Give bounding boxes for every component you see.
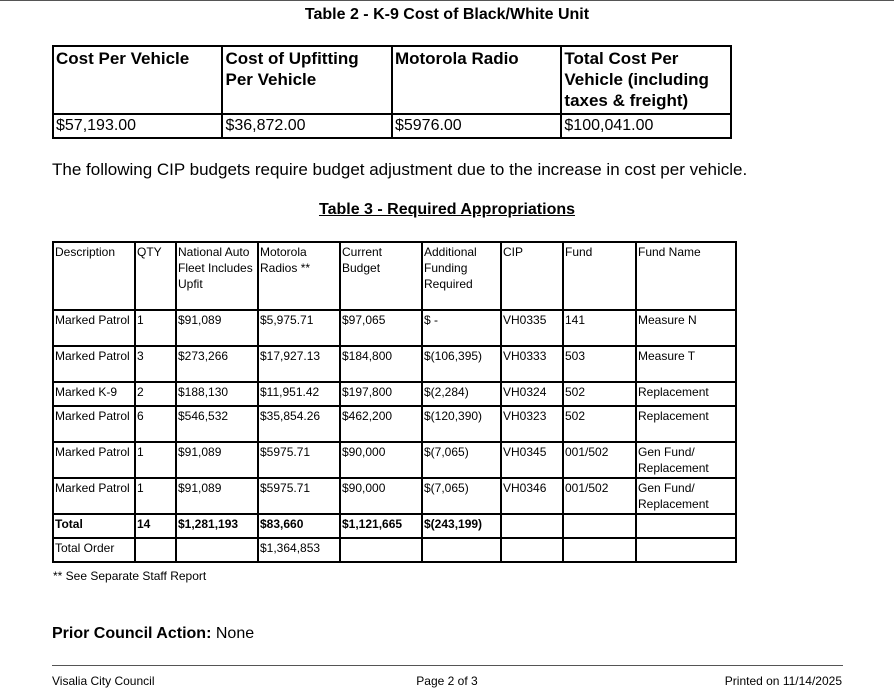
table2-value-cell: $5976.00 [392,114,561,138]
table2-header-cell: Motorola Radio [392,46,561,114]
table3-total-order-row-cell [135,538,176,562]
table3-row-cell: Measure T [636,346,736,382]
prior-council-action [52,625,254,643]
footer-page-number: Page 2 of 3 [416,674,478,688]
table3-row-cell: VH0323 [501,406,563,442]
table3-row-cell: $(120,390) [422,406,501,442]
table2-title: Table 2 - K-9 Cost of Black/White Unit [304,6,590,23]
table3-row-cell: $462,200 [340,406,422,442]
table3-header-row-cell: QTY [135,242,176,310]
table3-row-cell: Measure N [636,310,736,346]
table3-total-order-row-cell: Total Order [53,538,135,562]
table3-row [53,478,736,514]
table2-header-cell: Cost of Upfitting Per Vehicle [222,46,391,114]
table3-total-order-row-cell [636,538,736,562]
footer-left: Visalia City Council [52,674,155,688]
table2 [52,45,732,139]
table3-row-cell: 2 [135,382,176,406]
table3-row-cell: Marked K-9 [53,382,135,406]
table3-row-cell: $91,089 [176,310,258,346]
table3-row-cell: Gen Fund/ Replacement [636,478,736,514]
table3-row-cell: 1 [135,442,176,478]
table3-row-cell: $ - [422,310,501,346]
table3-row-cell: $197,800 [340,382,422,406]
table3-row-cell: $90,000 [340,442,422,478]
table3-row [53,442,736,478]
table3-row-cell: Marked Patrol [53,478,135,514]
table3-total-row-cell: Total [53,514,135,538]
table3-total-row-cell: $1,121,665 [340,514,422,538]
table3-row-cell: 1 [135,310,176,346]
table3-header-row-cell: Fund Name [636,242,736,310]
footer-rule [52,665,843,666]
table3-row-cell: $5975.71 [258,442,340,478]
table3-row-cell: Marked Patrol [53,310,135,346]
table3-total-row-cell [563,514,636,538]
table3-total-order-row-cell [176,538,258,562]
table3-row-cell: $188,130 [176,382,258,406]
table3 [52,241,737,563]
table3-row-cell: $(7,065) [422,478,501,514]
table3-row-cell: $273,266 [176,346,258,382]
table3-total-order-row-cell [340,538,422,562]
table3-row-cell: $97,065 [340,310,422,346]
table3-total-order-row [53,538,736,562]
budget-adjustment-sentence: The following CIP budgets require budget adjustment due to the increase in cost per vehicle. [52,160,748,179]
table3-row [53,382,736,406]
table3-total-order-row-cell [563,538,636,562]
table3-row-cell: $(106,395) [422,346,501,382]
footer-printed-date: Printed on 11/14/2025 [724,674,842,688]
table3-row-cell: 001/502 [563,442,636,478]
table2-value-row [53,114,731,138]
table3-row-cell: VH0335 [501,310,563,346]
top-rule [0,0,894,1]
table3-total-order-row-cell: $1,364,853 [258,538,340,562]
prior-council-action-label: Prior Council Action: [52,625,212,642]
table3-total-row-cell: $83,660 [258,514,340,538]
table3-row-cell: $17,927.13 [258,346,340,382]
table3-row-cell: 502 [563,382,636,406]
footnote: ** See Separate Staff Report [53,569,207,583]
table3-total-row-cell [501,514,563,538]
table2-value-cell: $57,193.00 [53,114,222,138]
table3-row-cell: Gen Fund/ Replacement [636,442,736,478]
table3-row-cell: VH0346 [501,478,563,514]
table2-header-cell: Total Cost Per Vehicle (including taxes & freight) [561,46,731,114]
table3-row-cell: 503 [563,346,636,382]
table3-row-cell: 502 [563,406,636,442]
table3-header-row-cell: Additional Funding Required [422,242,501,310]
table3-row-cell: $91,089 [176,442,258,478]
table3-row [53,310,736,346]
table3-row-cell: $(2,284) [422,382,501,406]
table3-row-cell: VH0324 [501,382,563,406]
table2-header-cell: Cost Per Vehicle [53,46,222,114]
table3-header-row-cell: CIP [501,242,563,310]
table3-total-row-cell: 14 [135,514,176,538]
table3-row-cell: VH0333 [501,346,563,382]
table3-row-cell: $11,951.42 [258,382,340,406]
table3-row [53,346,736,382]
table3-total-row-cell: $1,281,193 [176,514,258,538]
table3-header-row-cell: Current Budget [340,242,422,310]
table2-header-row [53,46,731,114]
table3-total-row-cell [636,514,736,538]
table3-header-row-cell: Motorola Radios ** [258,242,340,310]
table3-total-order-row-cell [501,538,563,562]
table3-header-row-cell: Description [53,242,135,310]
table3-row-cell: Marked Patrol [53,406,135,442]
table3-body [53,242,736,562]
table3-row-cell: Replacement [636,382,736,406]
table3-row-cell: Replacement [636,406,736,442]
table3-row-cell: $546,532 [176,406,258,442]
table3-row-cell: Marked Patrol [53,346,135,382]
table3-row-cell: $35,854.26 [258,406,340,442]
table3-total-order-row-cell [422,538,501,562]
table3-total-row [53,514,736,538]
table3-row-cell: Marked Patrol [53,442,135,478]
table3-header-row [53,242,736,310]
table3-row [53,406,736,442]
table3-header-row-cell: National Auto Fleet Includes Upfit [176,242,258,310]
table3-row-cell: $184,800 [340,346,422,382]
table2-value-cell: $100,041.00 [561,114,731,138]
table3-row-cell: 6 [135,406,176,442]
table3-row-cell: $5975.71 [258,478,340,514]
table3-row-cell: $5,975.71 [258,310,340,346]
prior-council-action-value: None [215,625,255,642]
table3-row-cell: 001/502 [563,478,636,514]
table3-row-cell: $91,089 [176,478,258,514]
table3-row-cell: 141 [563,310,636,346]
table3-header-row-cell: Fund [563,242,636,310]
table3-total-row-cell: $(243,199) [422,514,501,538]
table3-row-cell: VH0345 [501,442,563,478]
table3-title: Table 3 - Required Appropriations [318,201,576,218]
table3-row-cell: 3 [135,346,176,382]
table3-row-cell: $90,000 [340,478,422,514]
table3-row-cell: $(7,065) [422,442,501,478]
table2-value-cell: $36,872.00 [222,114,391,138]
table3-row-cell: 1 [135,478,176,514]
